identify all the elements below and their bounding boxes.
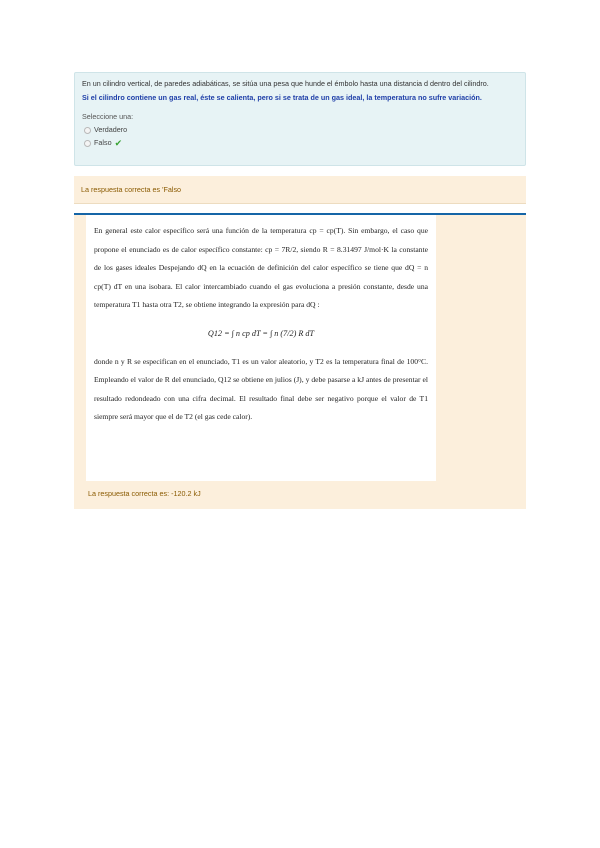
feedback-text: La respuesta correcta es 'Falso xyxy=(81,185,182,194)
question-text: En un cilindro vertical, de paredes adiabáticas, se sitúa una pesa que hunde el émbolo hasta una distancia d dentro del cilindro. xyxy=(82,79,489,88)
option-label: Verdadero xyxy=(94,124,128,134)
explanation-formula: Q12 = ∫ n cp dT = ∫ n (7/2) R dT xyxy=(207,328,315,338)
general-feedback xyxy=(74,215,526,509)
correct-answer-feedback xyxy=(74,176,526,204)
option-falso[interactable] xyxy=(84,137,518,149)
check-icon: ✔ xyxy=(114,137,123,148)
explanation-image xyxy=(86,215,436,481)
radio-icon[interactable] xyxy=(84,140,91,147)
answer-text: La respuesta correcta es: -120.2 kJ xyxy=(88,489,201,498)
option-verdadero[interactable] xyxy=(84,124,518,136)
explanation-paragraph-2: donde n y R se especifican en el enunciado, T1 es un valor aleatorio, y T2 es la temperatura final de 100°C. Empleando el valor de R del enunciado, Q12 se obtiene en julios (J), y debe pasarse a kJ antes de presentar el resultado redondeado con una cifra decimal. El resultado final debe ser negativo porque el valor de T1 siempre será mayor que el de T2 (el gas cede calor). xyxy=(94,356,428,421)
radio-icon[interactable] xyxy=(84,127,91,134)
question-statement: Si el cilindro contiene un gas real, éste se calienta, pero si se trata de un gas ideal, la temperatura no sufre variación. xyxy=(82,92,482,102)
explanation-paragraph-1: En general este calor específico será una función de la temperatura cp = cp(T). Sin embargo, el caso que propone el enunciado es de calor específico constante: cp = 7R/2, siendo R = 8.31497 J/mol·K la constante de los gases ideales Despejando dQ en la ecuación de definición del calor específico se tiene que dQ = n cp(T) dT en una isobara. El calor intercambiado cuando el gas evoluciona a presión constante, desde una temperatura T1 hasta otra T2, se obtiene integrando la expresión para dQ : xyxy=(94,226,428,309)
option-label: Falso xyxy=(94,137,112,147)
select-label: Seleccione una: xyxy=(82,111,134,121)
question-panel xyxy=(74,72,526,166)
